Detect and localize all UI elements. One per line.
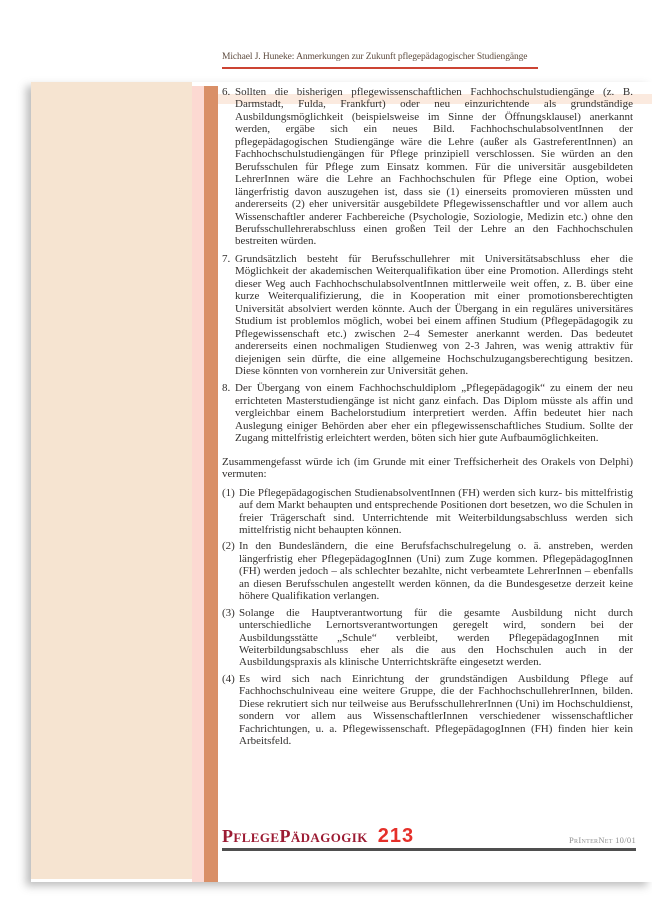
summary-item-4 xyxy=(222,673,633,748)
summary-intro-paragraph: Zusammengefasst würde ich (im Grunde mit einer Treffsicherheit des Orakels von Delphi) vermuten: xyxy=(222,455,633,481)
summary-item-text: Es wird sich nach Einrichtung der grundständigen Ausbildung Pflege auf Fachhochschulniveau eine weitere Gruppe, die der FachhochschullehrerInnen, bilden. Diese rekrutiert sich nur teilweise aus BerufsschullehrerInnen (Uni) im Hochschuldienst, sondern vor allem aus WissenschaftlerInnen verschiedener wissenschaftlicher Fachrichtungen, u. a. Pflegewissenschaft. PflegepädagogInnen (FH) finden hier kein Arbeitsfeld. xyxy=(239,672,633,748)
running-header: Michael J. Huneke: Anmerkungen zur Zukunft pflegepädagogischer Studiengänge xyxy=(222,52,528,62)
footer-rule xyxy=(222,848,636,851)
summary-item-number: (4) xyxy=(222,672,235,685)
summary-item-2 xyxy=(222,540,633,602)
footer-issue-label: PrInterNet 10/01 xyxy=(569,835,636,845)
margin-stripe-pink xyxy=(192,86,204,882)
journal-name: PflegePädagogik xyxy=(222,826,368,846)
summary-item-3 xyxy=(222,607,633,669)
summary-item-number: (1) xyxy=(222,486,235,499)
header-underline-rule xyxy=(222,67,538,69)
paragraph-text: Der Übergang von einem Fachhochschuldiplom „Pflegepädagogik“ zu einem der neu errichteten Masterstudiengänge ist nicht ganz einfach. Das Diplom müsste als affin und vergleichbar einem Bachelorstudium interpretiert werden. Affin bedeutet hier nach Auslegung einiger Behörden aber eher ein pflegewissenschaftliches Studium. Sollte der Zugang mittelfristig erleichtert werden, böten sich hier gute Aufbaumöglichkeiten. xyxy=(235,382,633,445)
summary-item-1 xyxy=(222,487,633,537)
paragraph-text: Grundsätzlich besteht für Berufsschullehrer mit Universitätsabschluss eher die Möglichkeit der akademischen Weiterqualifikation über eine Promotion. Allerdings steht dieser Weg auch FachhochschulabsolventInnen mittlerweile weit offen, z. B. über eine kurze Weiterqualifizierung, die in Kooperation mit einer promotionsberechtigten Universität absolviert werden könnte. Auch der Übergang in ein reguläres universitäres Studium ist problemlos möglich, wobei bei einem affinen Studium (Pflegepädagogik zu Pflegewissenschaft etc.) zwischen 2–4 Semester anerkannt werden. Das bedeutet andererseits einen nochmaligen Studienweg von 2-3 Jahren, was wenig attraktiv für diejenigen sein dürfte, die eine allgemeine Hochschulzugangsberechtigung besitzen. Diese könnten von vornherein zur Universität gehen. xyxy=(235,252,633,377)
paragraph-number: 8. xyxy=(222,382,231,395)
summary-item-number: (2) xyxy=(222,540,235,553)
main-text-column xyxy=(222,86,633,752)
footer-journal-title xyxy=(222,825,414,848)
summary-item-text: Solange die Hauptverantwortung für die gesamte Ausbildung nicht durch unterschiedliche Lernortsverantwortungen geregelt wird, sondern bei der Ausbildungsstätte „Schule“ verbleibt, werden PflegepädagogInnen mit Weiterbildungsabschluss eher als die aus den Hochschulen auch in der Ausbildungspraxis als klinische Unterrichtskräfte eingesetzt werden. xyxy=(239,606,633,669)
paragraph-number: 7. xyxy=(222,252,231,265)
summary-item-text: In den Bundesländern, die eine Berufsfachschulregelung o. ä. anstreben, werden längerfristig eher PflegepädagogInnen (Uni) zum Zuge kommen. PflegepädagogInnen (FH) werden jedoch – als schlechter bezahlte, nicht verbeamtete LehrerInnen – ebenfalls an diesen Berufsschulen angestellt werden können, da die Bundesgesetze derzeit keine höhere Qualifikation verlangen. xyxy=(239,540,633,603)
margin-stripe-salmon xyxy=(204,86,218,882)
summary-item-number: (3) xyxy=(222,606,235,619)
page-number: 213 xyxy=(377,825,415,847)
numbered-paragraph-6 xyxy=(222,86,633,248)
numbered-paragraph-8 xyxy=(222,382,633,444)
paragraph-number: 6. xyxy=(222,86,231,98)
paragraph-text: Sollten die bisherigen pflegewissenschaftlichen Fachhochschulstudiengänge (z. B. Darmstadt, Fulda, Frankfurt) oder neu einzurichtende als grundständige Ausbildungsmöglichkeit (beispielsweise im Sinne der Öffnungsklausel) anerkannt werden, ergäbe sich ein neues Bild. FachhochschulabsolventInnen der pflegepädagogischen Studiengänge wäre die Lehre (außer als GastreferentInnen) an Fachhochschulstudiengängen für Pflege prinzipiell verschlossen. Sie würden an den Berufsschulen für Pflege zum Einsatz kommen. Für die universitär ausgebildeten LehrerInnen wäre die Lehre an Fachhochschulen für Pflege eine Option, wobei längerfristig davon auszugehen ist, dass sie (1) einerseits promovieren müssten und andererseits (2) eher universitär ausgebildete Pflegewissenschaftler und vor allem auch Wissenschaftler anderer Fachbereiche (Psychologie, Soziologie, Medizin etc.) ohne den Berufsschullehrerabschluss einen großen Teil der Lehre an den Fachhochschulen bestreiten würden. xyxy=(235,86,633,248)
margin-stripe-cream xyxy=(31,82,192,879)
numbered-paragraph-7 xyxy=(222,253,633,378)
summary-item-text: Die Pflegepädagogischen StudienabsolventInnen (FH) werden sich kurz- bis mittelfristig auf dem Markt behaupten und entsprechende Positionen dort besetzen, wo die Schulen in freier Trägerschaft sind. Unterrichtende mit Weiterbildungsabschluss werden sich mittelfristig nicht behaupten können. xyxy=(239,486,633,536)
